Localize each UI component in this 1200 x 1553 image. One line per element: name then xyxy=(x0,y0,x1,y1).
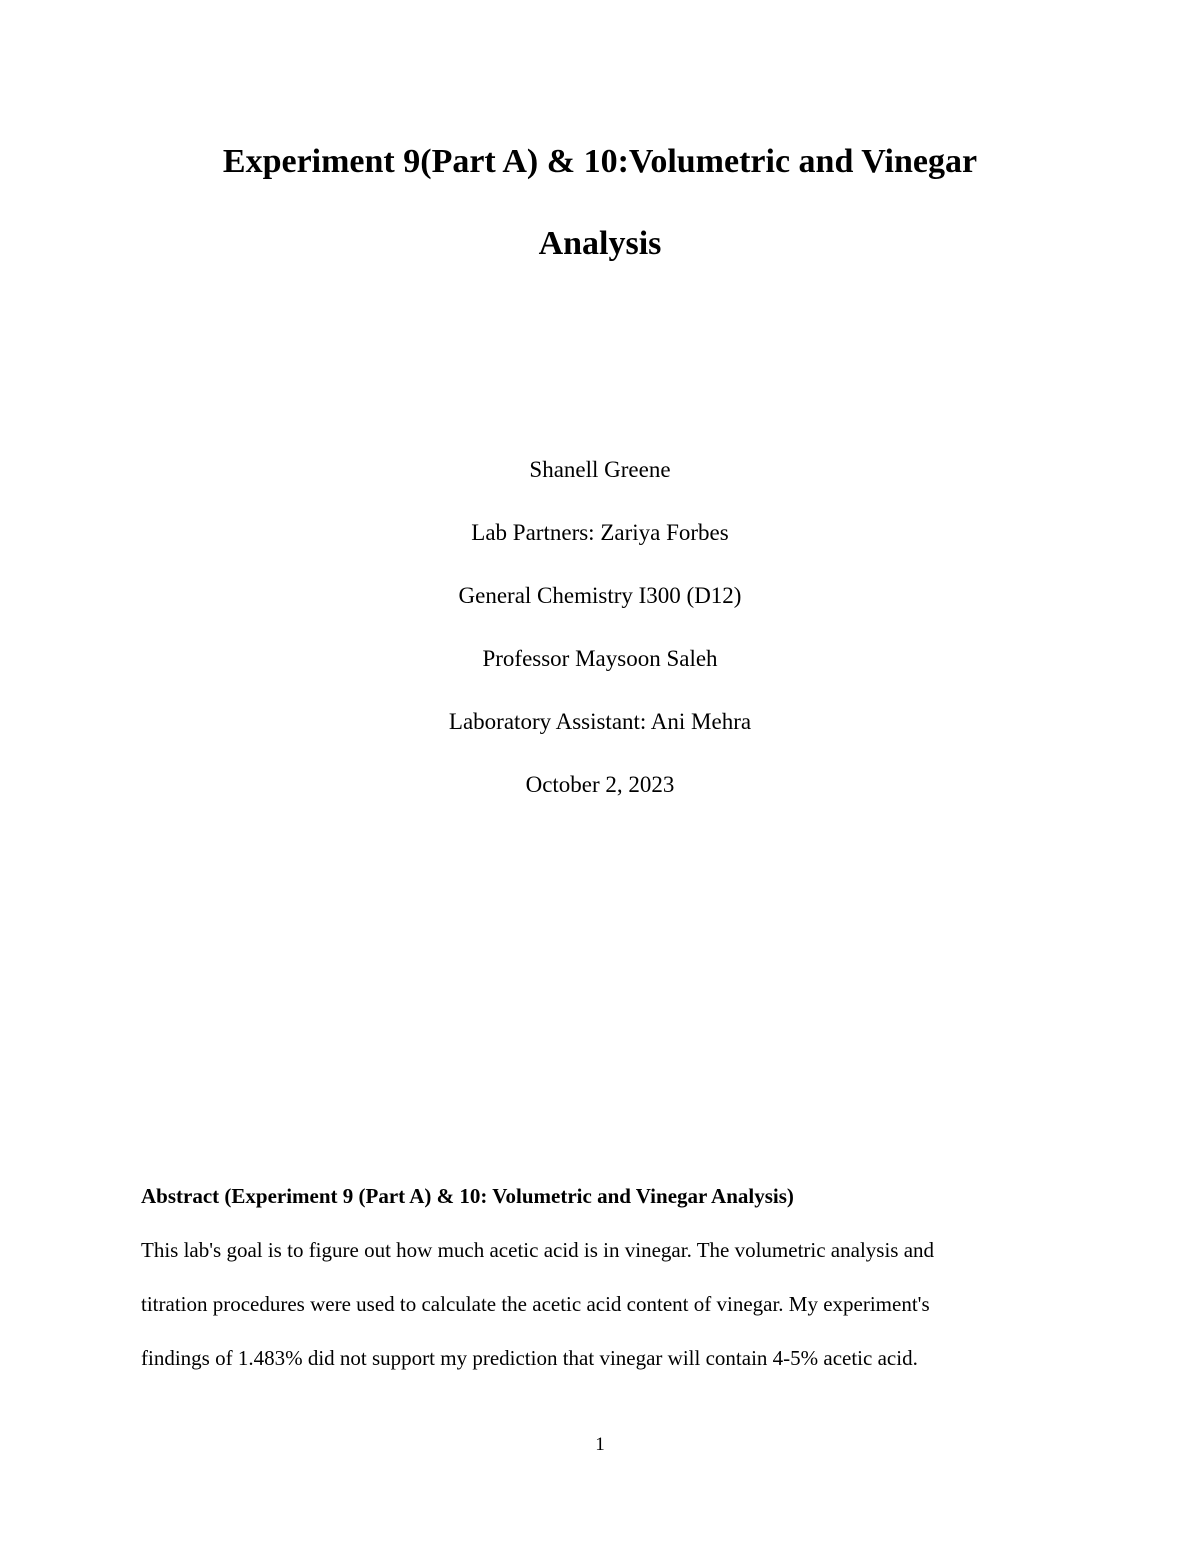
course-name: General Chemistry I300 (D12) xyxy=(458,583,742,608)
abstract-line: This lab's goal is to figure out how much acetic acid is in vinegar. The volumetric analysis and xyxy=(141,1238,935,1262)
title-line-1: Experiment 9(Part A) & 10:Volumetric and Vinegar xyxy=(222,143,978,180)
author-block xyxy=(0,454,1200,832)
abstract-heading: Abstract (Experiment 9 (Part A) & 10: Volumetric and Vinegar Analysis) xyxy=(141,1184,794,1208)
abstract-line: findings of 1.483% did not support my prediction that vinegar will contain 4-5% acetic acid. xyxy=(141,1346,918,1370)
lab-partners: Lab Partners: Zariya Forbes xyxy=(471,520,729,545)
lab-assistant: Laboratory Assistant: Ani Mehra xyxy=(448,709,752,734)
professor-name: Professor Maysoon Saleh xyxy=(482,646,718,671)
author-name: Shanell Greene xyxy=(529,457,671,482)
title-line-2: Analysis xyxy=(538,225,662,262)
page-number: 1 xyxy=(595,1434,605,1455)
report-date: October 2, 2023 xyxy=(525,772,675,797)
abstract-section xyxy=(141,1181,1061,1397)
abstract-line: titration procedures were used to calculate the acetic acid content of vinegar. My experiment's xyxy=(141,1292,930,1316)
